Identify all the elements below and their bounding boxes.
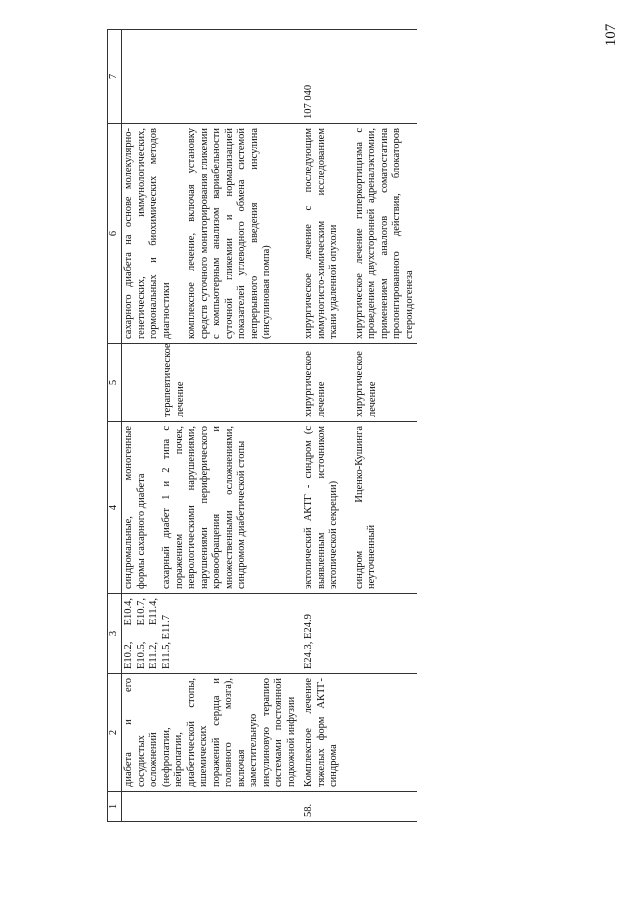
treatment-type-text: терапевтическое лечение — [162, 343, 186, 417]
column-header: 2 — [108, 674, 122, 792]
procedures-table — [107, 29, 417, 822]
column-header: 6 — [108, 124, 122, 344]
table-row — [299, 30, 417, 822]
patient-model-text: синдром Иценко-Кушинга неуточненный — [353, 426, 377, 589]
column-header: 3 — [108, 594, 122, 674]
cost-cell: 107 040 — [299, 30, 417, 124]
column-header: 1 — [108, 792, 122, 822]
table-row — [122, 30, 300, 822]
treatment-method-cell — [122, 124, 300, 344]
row-number-cell: 58. — [299, 792, 417, 822]
treatment-method-text: хирургическое лечение с последующим иммуногисто-химическим исследованием ткани удаленной опухоли — [303, 128, 339, 339]
treatment-type-cell — [122, 344, 300, 422]
cost-cell — [122, 30, 300, 124]
treatment-method-text: сахарного диабета на основе молекулярно-генетических, иммунологических, гормональных и биохимических методов диагностики — [123, 128, 172, 339]
treatment-method-text: хирургическое лечение гиперкортицизма с проведением двухсторонней адреналэктомии, применением аналогов соматостатина пролонгированного действия, блокаторов стероидогенеза — [353, 128, 415, 339]
treatment-type-text — [123, 348, 149, 417]
care-name-cell: Комплексное лечение тяжелых форм АКТГ-синдрома — [299, 674, 417, 792]
icd-codes-cell: E24.3, E24.9 — [299, 594, 417, 674]
row-number-cell — [122, 792, 300, 822]
patient-model-text: эктопический АКТГ - синдром (с выявленным источником эктопической секреции) — [303, 426, 339, 589]
treatment-type-cell — [299, 344, 417, 422]
care-name-cell: диабета и его сосудистых осложнений (нефропатии, нейропатии, диабетической стопы, ишемических поражений сердца и головного мозга), включая заместительную инсулиновую терапию системами постоянной подкожной инфузии — [122, 674, 300, 792]
page-number: 107 — [602, 23, 619, 47]
column-header: 4 — [108, 422, 122, 594]
header-row — [108, 30, 122, 822]
patient-model-text: сахарный диабет 1 и 2 типа с поражением почек, неврологическими нарушениями, нарушениями периферического кровообращения и множественными осложнениями, синдромом диабетической стопы — [161, 426, 247, 589]
patient-model-cell — [299, 422, 417, 594]
procedures-table-sheet — [107, 30, 591, 822]
treatment-method-cell — [299, 124, 417, 344]
icd-codes-cell: E10.2, E10.4, E10.5, E10.7, E11.2, E11.4, E11.5, E11.7 — [122, 594, 300, 674]
column-header: 5 — [108, 344, 122, 422]
treatment-type-text: хирургическое лечение — [303, 351, 327, 417]
patient-model-cell — [122, 422, 300, 594]
treatment-method-text: комплексное лечение, включая установку средств суточного мониторирования гликемии с компьютерным анализом вариабельности суточной гликемии и нормализацией показателей углеводного обмена системой непрерывного введения инсулина (инсулиновая помпа) — [186, 128, 272, 339]
patient-model-text: синдромальные, моногенные формы сахарного диабета — [123, 426, 147, 589]
treatment-type-text: хирургическое лечение — [354, 351, 378, 417]
column-header: 7 — [108, 30, 122, 124]
